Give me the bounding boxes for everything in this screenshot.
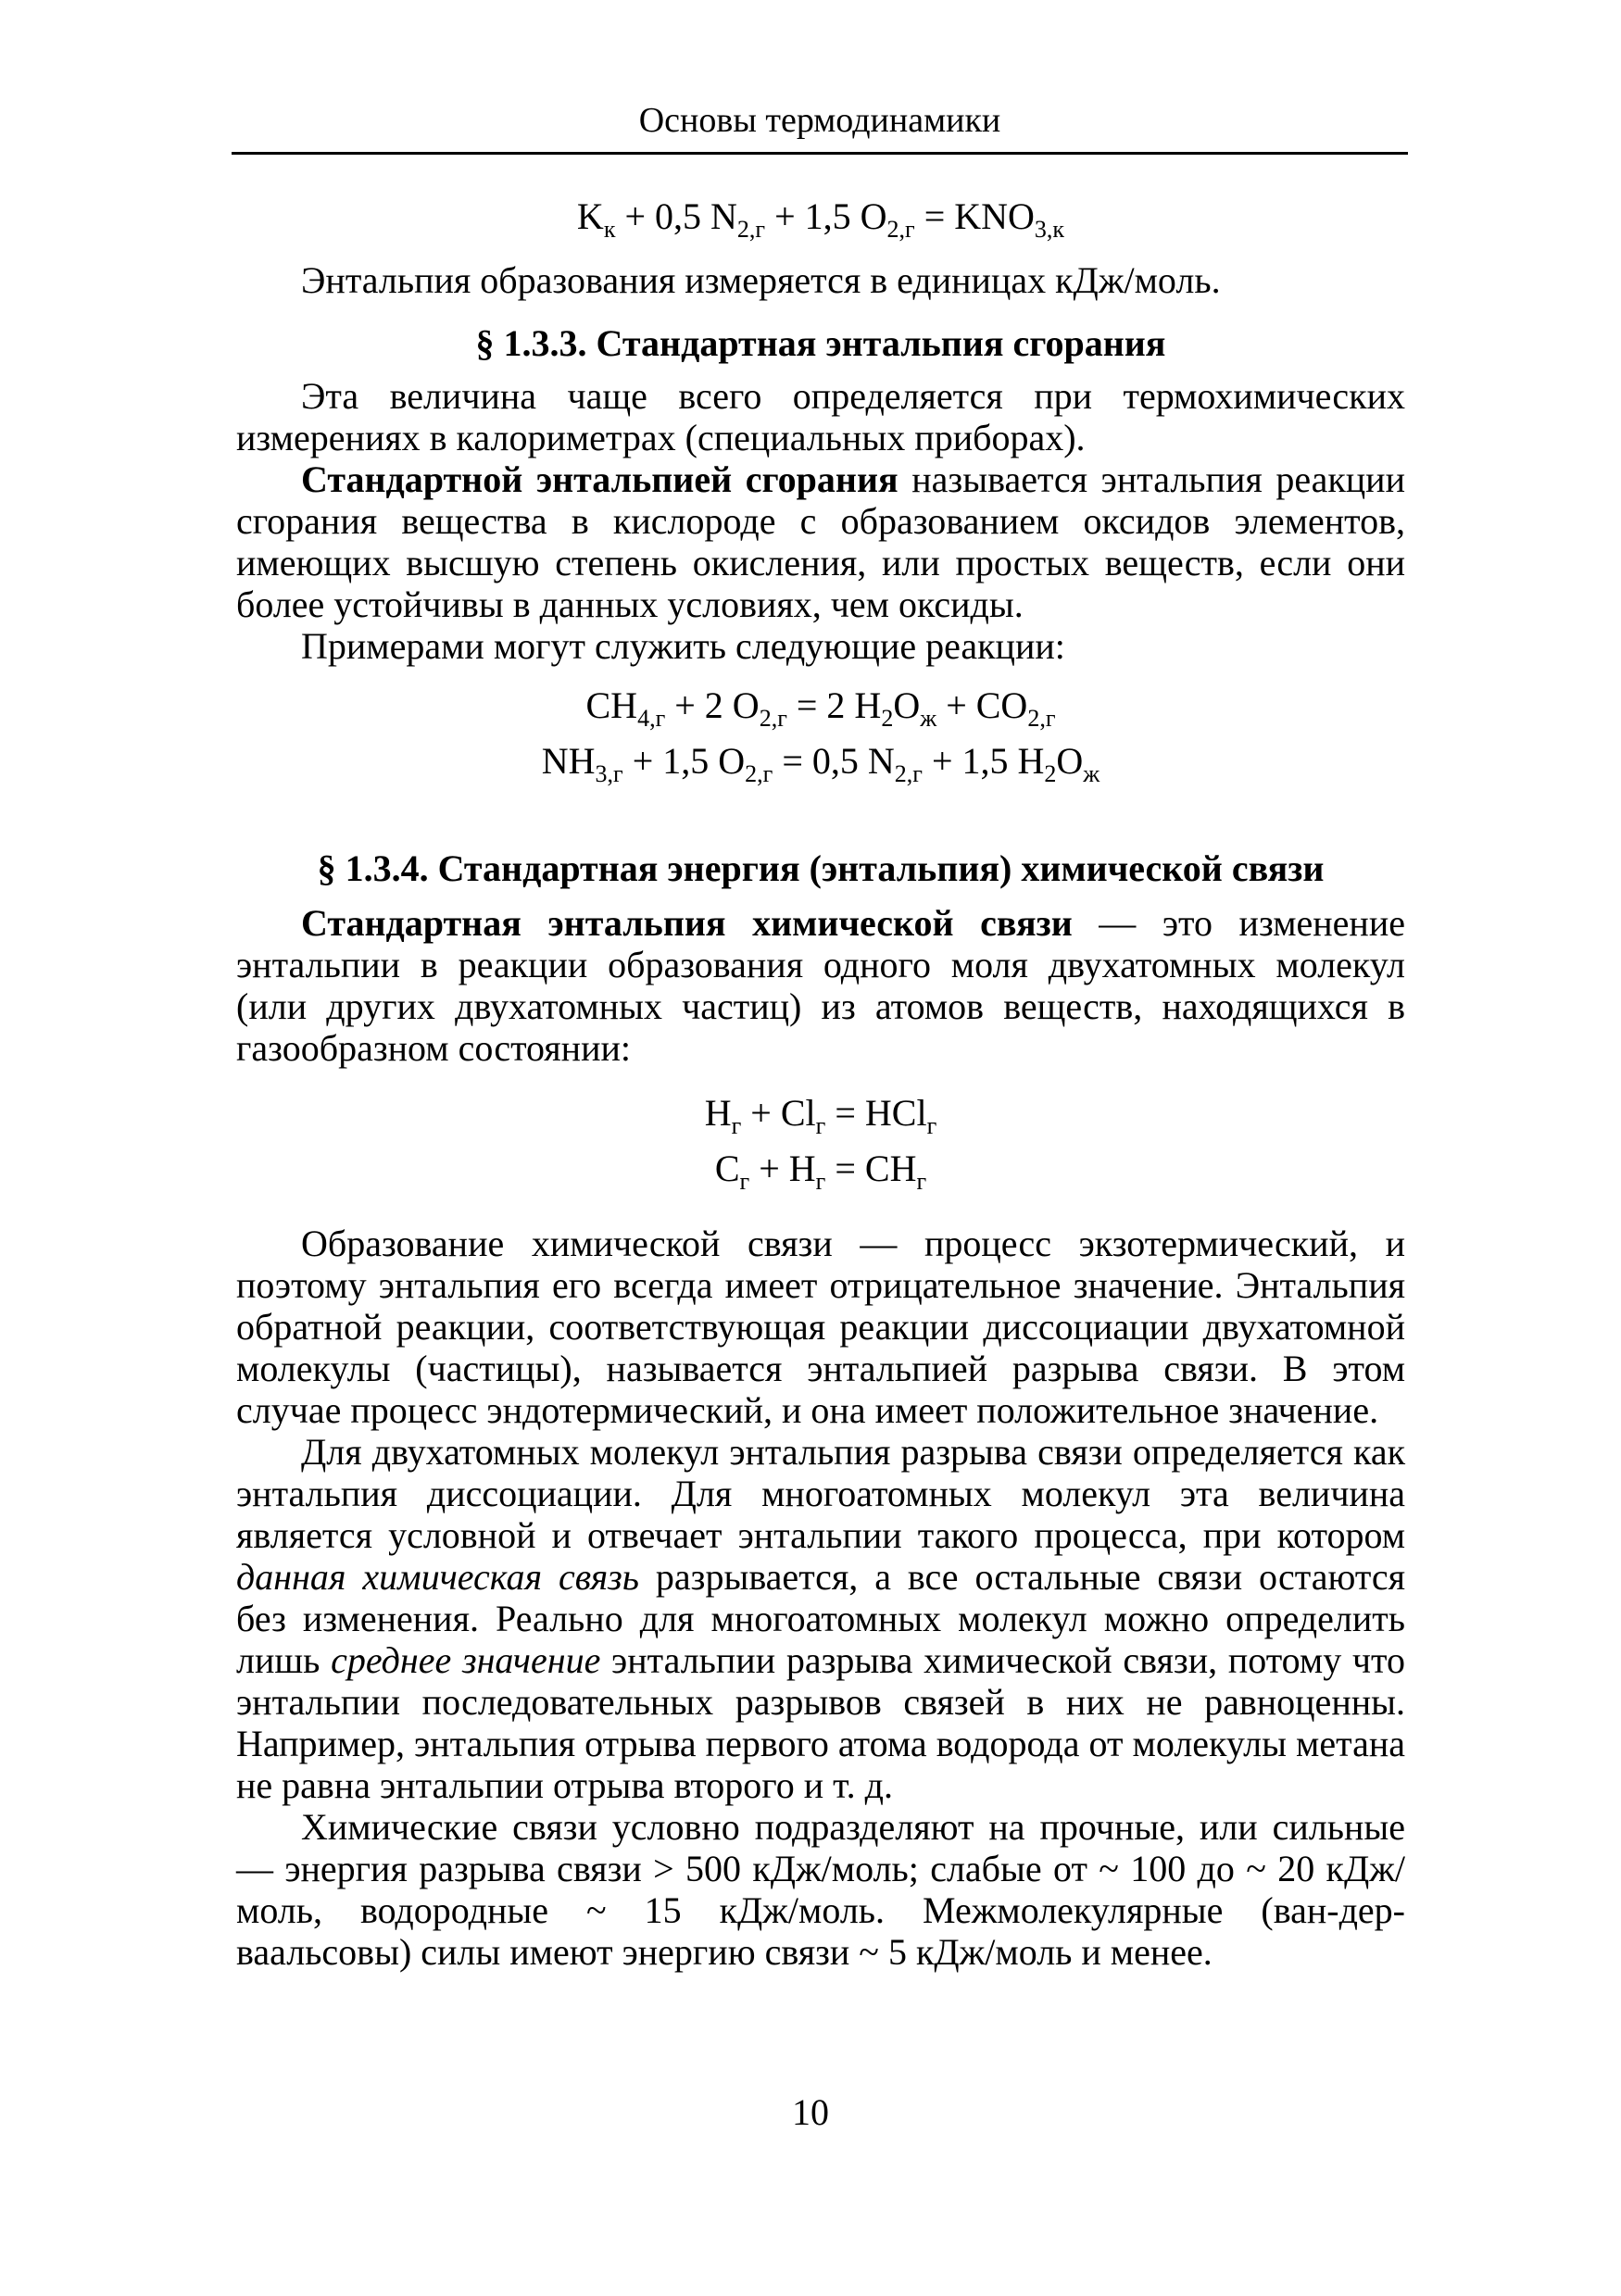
page-body bbox=[236, 185, 1405, 1973]
equation-methane-combustion: $CH_{4,г} + 2$ $O_{2,г} = 2$ $H_2O_ж + CO_{2,г}$ bbox=[585, 684, 1056, 732]
equation-kno3-formation: $K_к + 0,5$ $N_{2,г} + 1,5$ $O_{2,г} = KNO_{3,к}$ bbox=[576, 195, 1065, 243]
emphasis-average-value: среднее значение bbox=[331, 1639, 601, 1681]
header-rule bbox=[232, 152, 1408, 155]
paragraph-enthalpy-units: Энтальпия образования измеряется в единицах кДж/моль. bbox=[301, 259, 1221, 301]
paragraph-dissociation: Для двухатомных молекул энтальпия разрыва связи определяется как энтальпия диссоциации. Для многоатомных молекул эта величина является условной и отвечает энтальпии такого процесса, при котором данная химическая связь разрывается, а все остальные связи остаются без изменения. Реально для многоатомных молекул можно определить лишь среднее значение энтальпии разрыва химической связи, потому что энтальпии последовательных разрывов связей в них не равноценны. Например, энтальпия отрыва первого атома водорода от молекулы метана не равна энтальпии отрыва второго и т. д. bbox=[236, 1431, 1406, 1806]
equation-ammonia-combustion: $NH_{3,г} + 1,5$ $O_{2,г} = 0,5$ $N_{2,г} + 1,5$ $H_2O_ж$ bbox=[541, 740, 1100, 787]
equation-hcl-formation: $H_г + Cl_г = HCl_г$ bbox=[704, 1092, 937, 1139]
paragraph-bond-enthalpy-definition: Стандартная энтальпия химической связи — это изменение энтальпии в реакции образования одного моля двухатомных молекул (или других двухатомных частиц) из атомов веществ, находящихся в газообразном состоянии: bbox=[236, 902, 1405, 1069]
paragraph-calorimetry: Эта величина чаще всего определяется при термохимических измерениях в калориметрах (специальных приборах). bbox=[236, 375, 1405, 458]
paragraph-bond-strength-classes: Химические связи условно подразделяют на прочные, или сильные — энергия разрыва связи > 500 кДж/моль; слабые от ~ 100 до ~ 20 кДж/моль, водородные ~ 15 кДж/моль. Межмолекулярные (ван-дер-ваальсовы) силы имеют энергию связи ~ 5 кДж/моль и менее. bbox=[236, 1806, 1405, 1973]
term-combustion-enthalpy: Стандартной энтальпией сгорания bbox=[301, 458, 898, 500]
page-number: 10 bbox=[792, 2091, 829, 2133]
equation-ch-formation: $C_г + H_г = CH_г$ bbox=[714, 1148, 927, 1195]
running-head: Основы термодинамики bbox=[638, 101, 1001, 140]
section-heading-1-3-3: § 1.3.3. Стандартная энтальпия сгорания bbox=[475, 322, 1166, 364]
section-heading-1-3-4: § 1.3.4. Стандартная энергия (энтальпия) химической связи bbox=[317, 847, 1325, 889]
term-bond-enthalpy: Стандартная энтальпия химической связи bbox=[301, 902, 1073, 944]
paragraph-exothermic-bond: Образование химической связи — процесс экзотермический, и поэтому энтальпия его всегда имеет отрицательное значение. Энтальпия обратной реакции, соответствующая реакции диссоциации двухатомной молекулы (частицы), называется энтальпией разрыва связи. В этом случае процесс эндотермический, и она имеет положительное значение. bbox=[236, 1223, 1405, 1431]
paragraph-examples-intro: Примерами могут служить следующие реакции: bbox=[301, 625, 1065, 667]
emphasis-given-bond: данная химическая связь bbox=[236, 1556, 639, 1598]
paragraph-combustion-definition: Стандартной энтальпией сгорания называется энтальпия реакции сгорания вещества в кислороде с образованием оксидов элементов, имеющих высшую степень окисления, или простых веществ, если они более устойчивы в данных условиях, чем оксиды. bbox=[236, 458, 1405, 625]
